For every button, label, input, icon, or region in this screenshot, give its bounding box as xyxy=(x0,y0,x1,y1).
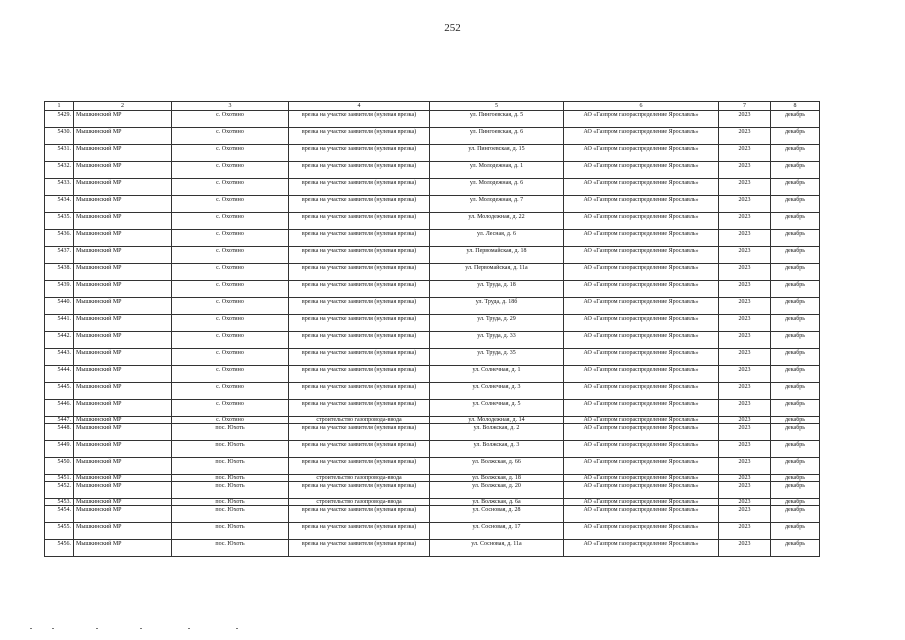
table-header-row xyxy=(45,102,820,111)
table-row xyxy=(45,417,820,424)
table-body xyxy=(45,111,820,557)
district-cell: Мышкинский МР xyxy=(74,281,172,298)
year-cell: 2023 xyxy=(719,332,771,349)
row-number: 5446. xyxy=(45,400,74,417)
row-number: 5456. xyxy=(45,540,74,557)
address-cell: ул. Пингоевская, д. 15 xyxy=(430,145,564,162)
year-cell: 2023 xyxy=(719,383,771,400)
year-cell: 2023 xyxy=(719,441,771,458)
year-cell: 2023 xyxy=(719,540,771,557)
address-cell: ул. Солнечная, д. 3 xyxy=(430,383,564,400)
year-cell: 2023 xyxy=(719,230,771,247)
year-cell: 2023 xyxy=(719,475,771,482)
work-type-cell: врезка на участке заявителя (нулевая врезка) xyxy=(289,400,430,417)
address-cell: ул. Волжская, д. 2 xyxy=(430,424,564,441)
table-row xyxy=(45,162,820,179)
organization-cell: АО «Газпром газораспределение Ярославль» xyxy=(564,366,719,383)
locality-cell: пос. Юхоть xyxy=(172,499,289,506)
district-cell: Мышкинский МР xyxy=(74,196,172,213)
organization-cell: АО «Газпром газораспределение Ярославль» xyxy=(564,213,719,230)
page-number: 252 xyxy=(444,22,461,34)
work-type-cell: врезка на участке заявителя (нулевая врезка) xyxy=(289,441,430,458)
locality-cell: пос. Юхоть xyxy=(172,424,289,441)
work-type-cell: врезка на участке заявителя (нулевая врезка) xyxy=(289,506,430,523)
row-number: 5438. xyxy=(45,264,74,281)
address-cell: ул. Волжская, д. 6а xyxy=(430,499,564,506)
organization-cell: АО «Газпром газораспределение Ярославль» xyxy=(564,482,719,499)
month-cell: декабрь xyxy=(771,196,820,213)
district-cell: Мышкинский МР xyxy=(74,213,172,230)
table-row xyxy=(45,441,820,458)
locality-cell: с. Охотино xyxy=(172,111,289,128)
locality-cell: с. Охотино xyxy=(172,247,289,264)
work-type-cell: врезка на участке заявителя (нулевая врезка) xyxy=(289,162,430,179)
work-type-cell: врезка на участке заявителя (нулевая врезка) xyxy=(289,230,430,247)
table-row xyxy=(45,482,820,499)
organization-cell: АО «Газпром газораспределение Ярославль» xyxy=(564,383,719,400)
work-type-cell: врезка на участке заявителя (нулевая врезка) xyxy=(289,383,430,400)
year-cell: 2023 xyxy=(719,281,771,298)
work-type-cell: врезка на участке заявителя (нулевая врезка) xyxy=(289,281,430,298)
organization-cell: АО «Газпром газораспределение Ярославль» xyxy=(564,281,719,298)
organization-cell: АО «Газпром газораспределение Ярославль» xyxy=(564,247,719,264)
row-number: 5442. xyxy=(45,332,74,349)
address-cell: ул. Волжская, д. 3 xyxy=(430,441,564,458)
locality-cell: пос. Юхоть xyxy=(172,458,289,475)
month-cell: декабрь xyxy=(771,482,820,499)
district-cell: Мышкинский МР xyxy=(74,417,172,424)
locality-cell: с. Охотино xyxy=(172,179,289,196)
table-row xyxy=(45,264,820,281)
work-type-cell: врезка на участке заявителя (нулевая врезка) xyxy=(289,145,430,162)
year-cell: 2023 xyxy=(719,247,771,264)
year-cell: 2023 xyxy=(719,111,771,128)
year-cell: 2023 xyxy=(719,162,771,179)
month-cell: декабрь xyxy=(771,162,820,179)
work-type-cell: врезка на участке заявителя (нулевая врезка) xyxy=(289,366,430,383)
organization-cell: АО «Газпром газораспределение Ярославль» xyxy=(564,179,719,196)
table-row xyxy=(45,540,820,557)
work-type-cell: врезка на участке заявителя (нулевая врезка) xyxy=(289,458,430,475)
work-type-cell: строительство газопровода-ввода xyxy=(289,499,430,506)
locality-cell: с. Охотино xyxy=(172,400,289,417)
row-number: 5440. xyxy=(45,298,74,315)
locality-cell: с. Охотино xyxy=(172,383,289,400)
address-cell: ул. Сосновая, д. 17 xyxy=(430,523,564,540)
address-cell: ул. Солнечная, д. 1 xyxy=(430,366,564,383)
district-cell: Мышкинский МР xyxy=(74,499,172,506)
table-row xyxy=(45,458,820,475)
column-header: 5 xyxy=(430,102,564,111)
table-row xyxy=(45,298,820,315)
organization-cell: АО «Газпром газораспределение Ярославль» xyxy=(564,332,719,349)
organization-cell: АО «Газпром газораспределение Ярославль» xyxy=(564,264,719,281)
address-cell: ул. Волжская, д. 18 xyxy=(430,475,564,482)
month-cell: декабрь xyxy=(771,499,820,506)
row-number: 5436. xyxy=(45,230,74,247)
district-cell: Мышкинский МР xyxy=(74,366,172,383)
address-cell: ул. Первомайская, д. 11а xyxy=(430,264,564,281)
table-row xyxy=(45,424,820,441)
address-cell: ул. Труда, д. 35 xyxy=(430,349,564,366)
month-cell: декабрь xyxy=(771,128,820,145)
locality-cell: с. Охотино xyxy=(172,196,289,213)
work-type-cell: врезка на участке заявителя (нулевая врезка) xyxy=(289,196,430,213)
work-type-cell: врезка на участке заявителя (нулевая врезка) xyxy=(289,111,430,128)
works-table xyxy=(44,101,820,557)
month-cell: декабрь xyxy=(771,145,820,162)
year-cell: 2023 xyxy=(719,196,771,213)
row-number: 5437. xyxy=(45,247,74,264)
district-cell: Мышкинский МР xyxy=(74,111,172,128)
row-number: 5435. xyxy=(45,213,74,230)
month-cell: декабрь xyxy=(771,281,820,298)
column-header: 7 xyxy=(719,102,771,111)
scan-artifacts xyxy=(0,626,905,632)
address-cell: ул. Волжская, д. 66 xyxy=(430,458,564,475)
month-cell: декабрь xyxy=(771,540,820,557)
table-row xyxy=(45,128,820,145)
row-number: 5455. xyxy=(45,523,74,540)
row-number: 5454. xyxy=(45,506,74,523)
district-cell: Мышкинский МР xyxy=(74,145,172,162)
work-type-cell: строительство газопровода-ввода xyxy=(289,417,430,424)
organization-cell: АО «Газпром газораспределение Ярославль» xyxy=(564,349,719,366)
month-cell: декабрь xyxy=(771,458,820,475)
district-cell: Мышкинский МР xyxy=(74,162,172,179)
row-number: 5430. xyxy=(45,128,74,145)
district-cell: Мышкинский МР xyxy=(74,179,172,196)
work-type-cell: строительство газопровода-ввода xyxy=(289,475,430,482)
row-number: 5453. xyxy=(45,499,74,506)
table-row xyxy=(45,475,820,482)
locality-cell: с. Охотино xyxy=(172,281,289,298)
organization-cell: АО «Газпром газораспределение Ярославль» xyxy=(564,196,719,213)
table-row xyxy=(45,523,820,540)
row-number: 5429. xyxy=(45,111,74,128)
month-cell: декабрь xyxy=(771,315,820,332)
month-cell: декабрь xyxy=(771,332,820,349)
district-cell: Мышкинский МР xyxy=(74,424,172,441)
year-cell: 2023 xyxy=(719,523,771,540)
locality-cell: пос. Юхоть xyxy=(172,441,289,458)
month-cell: декабрь xyxy=(771,441,820,458)
year-cell: 2023 xyxy=(719,506,771,523)
row-number: 5448. xyxy=(45,424,74,441)
organization-cell: АО «Газпром газораспределение Ярославль» xyxy=(564,128,719,145)
year-cell: 2023 xyxy=(719,315,771,332)
month-cell: декабрь xyxy=(771,424,820,441)
organization-cell: АО «Газпром газораспределение Ярославль» xyxy=(564,111,719,128)
table-row xyxy=(45,499,820,506)
work-type-cell: врезка на участке заявителя (нулевая врезка) xyxy=(289,424,430,441)
table-row xyxy=(45,196,820,213)
row-number: 5444. xyxy=(45,366,74,383)
district-cell: Мышкинский МР xyxy=(74,506,172,523)
locality-cell: с. Охотино xyxy=(172,315,289,332)
district-cell: Мышкинский МР xyxy=(74,349,172,366)
column-header: 8 xyxy=(771,102,820,111)
table-row xyxy=(45,400,820,417)
table-row xyxy=(45,383,820,400)
address-cell: ул. Сосновая, д. 28 xyxy=(430,506,564,523)
district-cell: Мышкинский МР xyxy=(74,264,172,281)
locality-cell: с. Охотино xyxy=(172,332,289,349)
month-cell: декабрь xyxy=(771,247,820,264)
row-number: 5431. xyxy=(45,145,74,162)
table-row xyxy=(45,332,820,349)
district-cell: Мышкинский МР xyxy=(74,332,172,349)
work-type-cell: врезка на участке заявителя (нулевая врезка) xyxy=(289,128,430,145)
column-header: 1 xyxy=(45,102,74,111)
year-cell: 2023 xyxy=(719,400,771,417)
year-cell: 2023 xyxy=(719,349,771,366)
work-type-cell: врезка на участке заявителя (нулевая врезка) xyxy=(289,247,430,264)
locality-cell: с. Охотино xyxy=(172,230,289,247)
table-row xyxy=(45,230,820,247)
work-type-cell: врезка на участке заявителя (нулевая врезка) xyxy=(289,482,430,499)
month-cell: декабрь xyxy=(771,349,820,366)
table-row xyxy=(45,349,820,366)
column-header: 4 xyxy=(289,102,430,111)
work-type-cell: врезка на участке заявителя (нулевая врезка) xyxy=(289,179,430,196)
row-number: 5441. xyxy=(45,315,74,332)
locality-cell: с. Охотино xyxy=(172,128,289,145)
address-cell: ул. Лесная, д. 6 xyxy=(430,230,564,247)
address-cell: ул. Молодежная, д. 22 xyxy=(430,213,564,230)
work-type-cell: врезка на участке заявителя (нулевая врезка) xyxy=(289,332,430,349)
address-cell: ул. Молодежная, д. 7 xyxy=(430,196,564,213)
address-cell: ул. Пингоевская, д. 5 xyxy=(430,111,564,128)
organization-cell: АО «Газпром газораспределение Ярославль» xyxy=(564,458,719,475)
table-row xyxy=(45,145,820,162)
locality-cell: с. Охотино xyxy=(172,213,289,230)
district-cell: Мышкинский МР xyxy=(74,441,172,458)
organization-cell: АО «Газпром газораспределение Ярославль» xyxy=(564,506,719,523)
work-type-cell: врезка на участке заявителя (нулевая врезка) xyxy=(289,213,430,230)
row-number: 5451. xyxy=(45,475,74,482)
year-cell: 2023 xyxy=(719,145,771,162)
month-cell: декабрь xyxy=(771,506,820,523)
address-cell: ул. Молодежная, д. 1 xyxy=(430,162,564,179)
organization-cell: АО «Газпром газораспределение Ярославль» xyxy=(564,523,719,540)
table-row xyxy=(45,315,820,332)
work-type-cell: врезка на участке заявителя (нулевая врезка) xyxy=(289,298,430,315)
address-cell: ул. Труда, д. 33 xyxy=(430,332,564,349)
month-cell: декабрь xyxy=(771,111,820,128)
address-cell: ул. Молодежная, д. 6 xyxy=(430,179,564,196)
address-cell: ул. Труда, д. 18б xyxy=(430,298,564,315)
district-cell: Мышкинский МР xyxy=(74,475,172,482)
locality-cell: с. Охотино xyxy=(172,417,289,424)
table-row xyxy=(45,281,820,298)
district-cell: Мышкинский МР xyxy=(74,230,172,247)
row-number: 5443. xyxy=(45,349,74,366)
organization-cell: АО «Газпром газораспределение Ярославль» xyxy=(564,417,719,424)
address-cell: ул. Молодежная, д. 14 xyxy=(430,417,564,424)
column-header: 6 xyxy=(564,102,719,111)
address-cell: ул. Сосновая, д. 11а xyxy=(430,540,564,557)
organization-cell: АО «Газпром газораспределение Ярославль» xyxy=(564,145,719,162)
locality-cell: с. Охотино xyxy=(172,162,289,179)
year-cell: 2023 xyxy=(719,499,771,506)
address-cell: ул. Пингоевская, д. 6 xyxy=(430,128,564,145)
row-number: 5450. xyxy=(45,458,74,475)
month-cell: декабрь xyxy=(771,179,820,196)
year-cell: 2023 xyxy=(719,424,771,441)
table-row xyxy=(45,179,820,196)
address-cell: ул. Труда, д. 29 xyxy=(430,315,564,332)
district-cell: Мышкинский МР xyxy=(74,383,172,400)
work-type-cell: врезка на участке заявителя (нулевая врезка) xyxy=(289,523,430,540)
table-row xyxy=(45,247,820,264)
address-cell: ул. Первомайская, д. 18 xyxy=(430,247,564,264)
locality-cell: с. Охотино xyxy=(172,298,289,315)
locality-cell: с. Охотино xyxy=(172,264,289,281)
month-cell: декабрь xyxy=(771,264,820,281)
year-cell: 2023 xyxy=(719,458,771,475)
locality-cell: пос. Юхоть xyxy=(172,506,289,523)
work-type-cell: врезка на участке заявителя (нулевая врезка) xyxy=(289,349,430,366)
row-number: 5432. xyxy=(45,162,74,179)
month-cell: декабрь xyxy=(771,417,820,424)
table-row xyxy=(45,111,820,128)
row-number: 5433. xyxy=(45,179,74,196)
organization-cell: АО «Газпром газораспределение Ярославль» xyxy=(564,475,719,482)
address-cell: ул. Волжская, д. 20 xyxy=(430,482,564,499)
column-header: 2 xyxy=(74,102,172,111)
locality-cell: пос. Юхоть xyxy=(172,523,289,540)
work-type-cell: врезка на участке заявителя (нулевая врезка) xyxy=(289,264,430,281)
organization-cell: АО «Газпром газораспределение Ярославль» xyxy=(564,400,719,417)
address-cell: ул. Труда, д. 18 xyxy=(430,281,564,298)
year-cell: 2023 xyxy=(719,298,771,315)
locality-cell: пос. Юхоть xyxy=(172,475,289,482)
locality-cell: с. Охотино xyxy=(172,145,289,162)
year-cell: 2023 xyxy=(719,417,771,424)
organization-cell: АО «Газпром газораспределение Ярославль» xyxy=(564,424,719,441)
organization-cell: АО «Газпром газораспределение Ярославль» xyxy=(564,230,719,247)
work-type-cell: врезка на участке заявителя (нулевая врезка) xyxy=(289,315,430,332)
column-header: 3 xyxy=(172,102,289,111)
month-cell: декабрь xyxy=(771,523,820,540)
year-cell: 2023 xyxy=(719,213,771,230)
year-cell: 2023 xyxy=(719,264,771,281)
year-cell: 2023 xyxy=(719,366,771,383)
row-number: 5434. xyxy=(45,196,74,213)
district-cell: Мышкинский МР xyxy=(74,523,172,540)
district-cell: Мышкинский МР xyxy=(74,458,172,475)
table-row xyxy=(45,366,820,383)
locality-cell: с. Охотино xyxy=(172,366,289,383)
district-cell: Мышкинский МР xyxy=(74,315,172,332)
district-cell: Мышкинский МР xyxy=(74,400,172,417)
district-cell: Мышкинский МР xyxy=(74,298,172,315)
organization-cell: АО «Газпром газораспределение Ярославль» xyxy=(564,298,719,315)
locality-cell: с. Охотино xyxy=(172,349,289,366)
table-row xyxy=(45,506,820,523)
row-number: 5447. xyxy=(45,417,74,424)
organization-cell: АО «Газпром газораспределение Ярославль» xyxy=(564,162,719,179)
locality-cell: пос. Юхоть xyxy=(172,540,289,557)
year-cell: 2023 xyxy=(719,179,771,196)
work-type-cell: врезка на участке заявителя (нулевая врезка) xyxy=(289,540,430,557)
month-cell: декабрь xyxy=(771,366,820,383)
month-cell: декабрь xyxy=(771,383,820,400)
year-cell: 2023 xyxy=(719,482,771,499)
organization-cell: АО «Газпром газораспределение Ярославль» xyxy=(564,499,719,506)
district-cell: Мышкинский МР xyxy=(74,540,172,557)
month-cell: декабрь xyxy=(771,213,820,230)
organization-cell: АО «Газпром газораспределение Ярославль» xyxy=(564,441,719,458)
locality-cell: пос. Юхоть xyxy=(172,482,289,499)
district-cell: Мышкинский МР xyxy=(74,482,172,499)
address-cell: ул. Солнечная, д. 5 xyxy=(430,400,564,417)
year-cell: 2023 xyxy=(719,128,771,145)
district-cell: Мышкинский МР xyxy=(74,128,172,145)
month-cell: декабрь xyxy=(771,475,820,482)
row-number: 5452. xyxy=(45,482,74,499)
month-cell: декабрь xyxy=(771,400,820,417)
row-number: 5439. xyxy=(45,281,74,298)
month-cell: декабрь xyxy=(771,230,820,247)
month-cell: декабрь xyxy=(771,298,820,315)
row-number: 5449. xyxy=(45,441,74,458)
table-row xyxy=(45,213,820,230)
organization-cell: АО «Газпром газораспределение Ярославль» xyxy=(564,315,719,332)
organization-cell: АО «Газпром газораспределение Ярославль» xyxy=(564,540,719,557)
row-number: 5445. xyxy=(45,383,74,400)
district-cell: Мышкинский МР xyxy=(74,247,172,264)
